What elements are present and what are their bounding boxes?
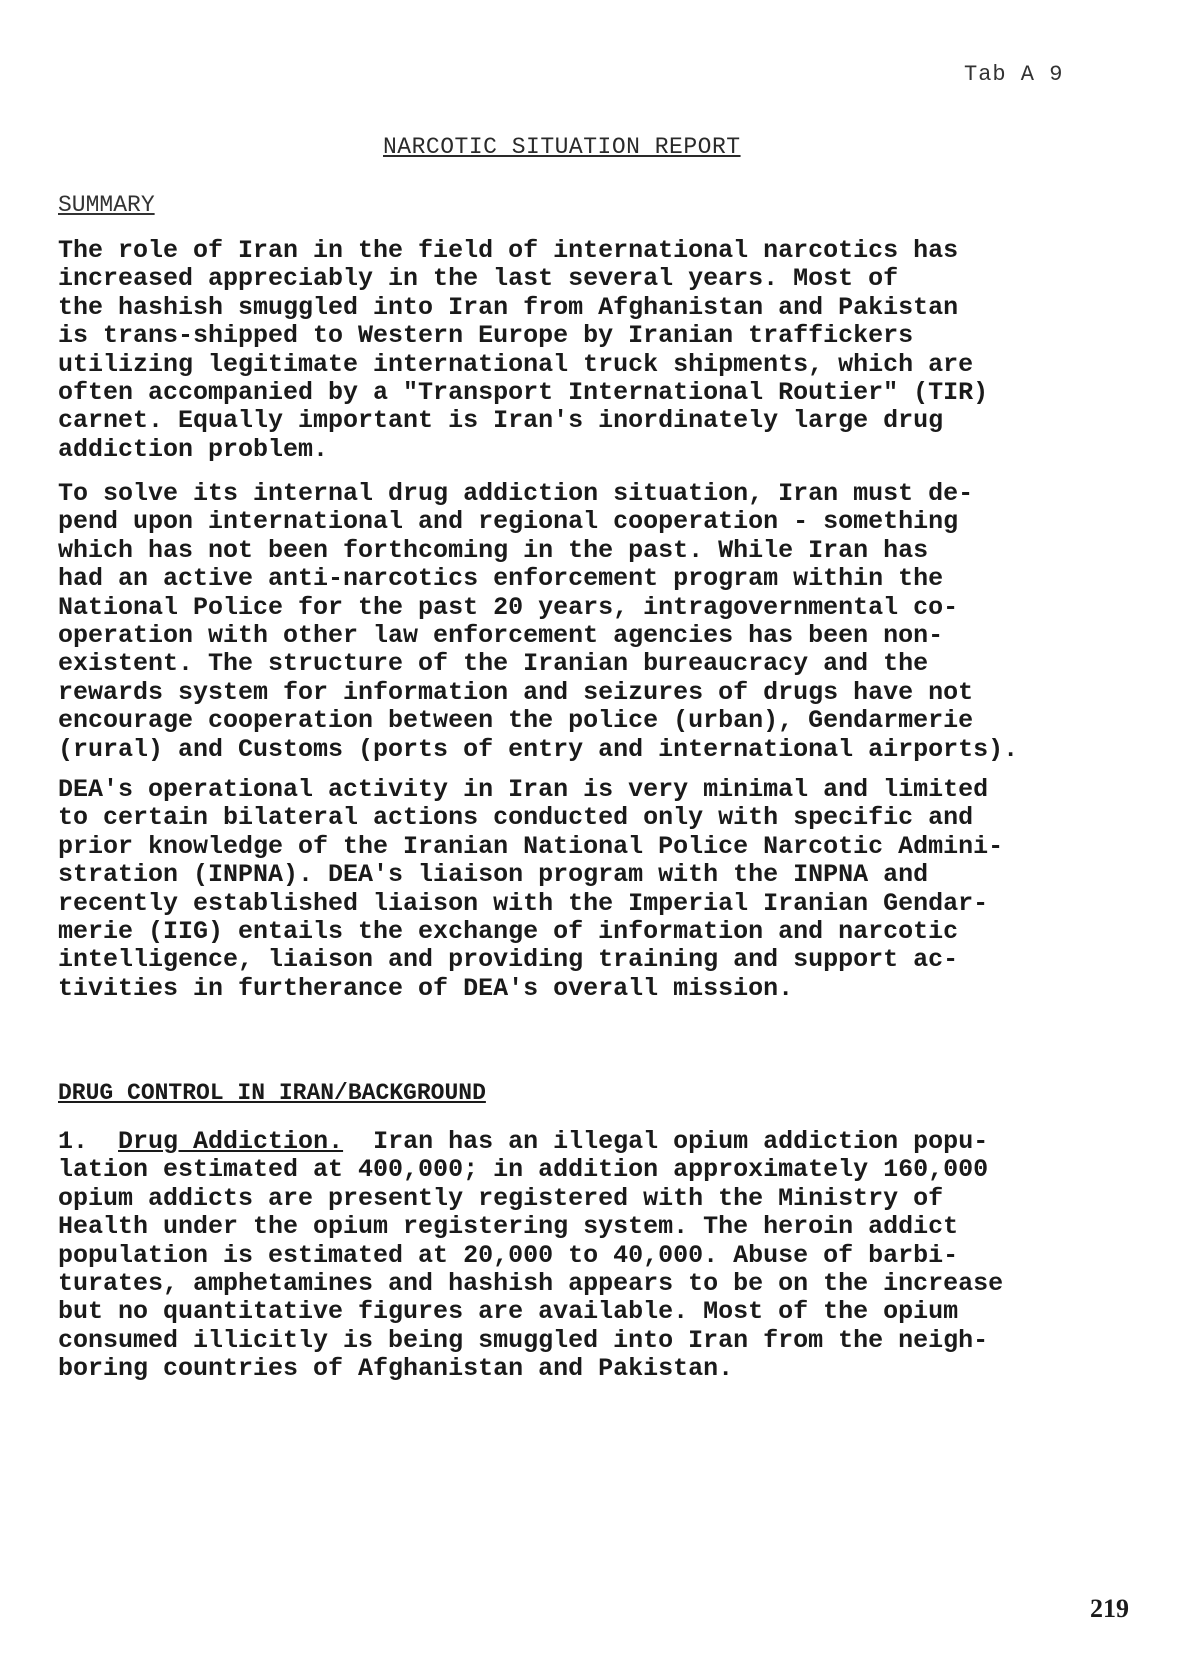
page-number: 219	[1090, 1594, 1129, 1623]
text-line: existent. The structure of the Iranian bureaucracy and the	[58, 649, 929, 679]
section-heading-drug-control: DRUG CONTROL IN IRAN/BACKGROUND	[58, 1080, 486, 1106]
text-line: carnet. Equally important is Iran's inordinately large drug	[58, 406, 944, 436]
item-first-line-text: Iran has an illegal opium addiction popu-	[373, 1127, 989, 1156]
text-line: boring countries of Afghanistan and Pakistan.	[58, 1354, 734, 1384]
text-line: (rural) and Customs (ports of entry and international airports).	[58, 734, 1019, 764]
text-line: rewards system for information and seizures of drugs have not	[58, 677, 974, 707]
summary-paragraph-1	[58, 237, 1158, 464]
text-line: consumed illicitly is being smuggled into Iran from the neigh-	[58, 1325, 989, 1355]
text-line: to certain bilateral actions conducted only with specific and	[58, 803, 974, 833]
text-line: National Police for the past 20 years, intragovernmental co-	[58, 592, 959, 622]
text-line: is trans-shipped to Western Europe by Iranian traffickers	[58, 321, 914, 351]
section-heading-summary: SUMMARY	[58, 192, 155, 218]
text-line: population is estimated at 20,000 to 40,000. Abuse of barbi-	[58, 1240, 959, 1270]
text-line: To solve its internal drug addiction situation, Iran must de-	[58, 479, 974, 508]
item-number: 1.	[58, 1127, 89, 1156]
text-line: operation with other law enforcement agencies has been non-	[58, 621, 944, 651]
text-line: but no quantitative figures are available. Most of the opium	[58, 1297, 959, 1327]
text-line: Health under the opium registering system. The heroin addict	[58, 1212, 959, 1242]
tab-label: Tab A 9	[964, 62, 1064, 87]
text-line: the hashish smuggled into Iran from Afghanistan and Pakistan	[58, 292, 959, 322]
text-line: addiction problem.	[58, 434, 329, 464]
text-line: often accompanied by a "Transport International Routier" (TIR)	[58, 378, 989, 408]
text-line: opium addicts are presently registered with the Ministry of	[58, 1183, 944, 1213]
text-line: merie (IIG) entails the exchange of information and narcotic	[58, 917, 959, 947]
drug-addiction-paragraph	[58, 1128, 1158, 1384]
item-label-drug-addiction: Drug Addiction.	[118, 1127, 344, 1156]
summary-paragraph-2	[58, 480, 1158, 764]
text-line: DEA's operational activity in Iran is very minimal and limited	[58, 775, 989, 804]
text-line: lation estimated at 400,000; in addition approximately 160,000	[58, 1155, 989, 1185]
text-line: recently established liaison with the Imperial Iranian Gendar-	[58, 888, 989, 918]
text-line	[58, 1128, 1158, 1156]
text-line: which has not been forthcoming in the past. While Iran has	[58, 535, 929, 565]
text-line: stration (INPNA). DEA's liaison program with the INPNA and	[58, 860, 929, 890]
text-line: intelligence, liaison and providing training and support ac-	[58, 945, 959, 975]
document-title: NARCOTIC SITUATION REPORT	[383, 134, 741, 160]
text-line: prior knowledge of the Iranian National Police Narcotic Admini-	[58, 831, 1004, 861]
text-line: had an active anti-narcotics enforcement program within the	[58, 564, 944, 594]
text-line: increased appreciably in the last several years. Most of	[58, 264, 899, 294]
text-line: utilizing legitimate international truck shipments, which are	[58, 349, 974, 379]
text-line: pend upon international and regional cooperation - something	[58, 507, 959, 537]
summary-paragraph-3	[58, 776, 1158, 1003]
text-line: The role of Iran in the field of international narcotics has	[58, 236, 959, 265]
text-line: turates, amphetamines and hashish appears to be on the increase	[58, 1269, 1004, 1299]
text-line: tivities in furtherance of DEA's overall mission.	[58, 973, 794, 1003]
text-line: encourage cooperation between the police (urban), Gendarmerie	[58, 706, 974, 736]
